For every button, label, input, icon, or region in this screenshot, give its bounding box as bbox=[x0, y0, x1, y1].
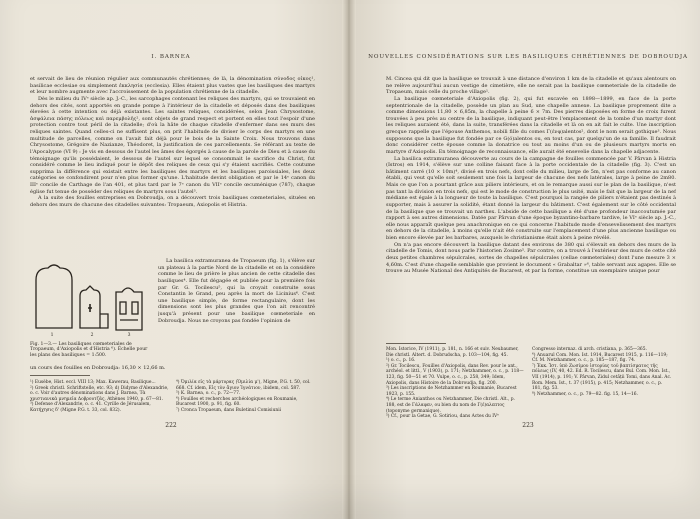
figure-label: 3 bbox=[127, 333, 131, 338]
footnote-rule bbox=[386, 343, 446, 344]
paragraph: La basilica extramuranea découverte au cours de la campagne de fouilles commencée par V. Pârvan à Histria (Istros) en 1914, s'élève sur une colline faisant face à la porte occidentale de la citadelle (fig. 3). C'est un bâtiment carré (10 × 10m)⁴, divisé en trois nefs, dont celle du milieu, large de 5m, n'est pas conforme au canon établi, qui veut qu'elle soit seulement une fois la largeur de chacune des nefs latérales, large à peine de 2m80. Mais ce que l'on a pourtant grâce aux piliers intérieurs, et on le remarque aussi sur le plan de la basilique, n'est pas tant la division en trois nefs, qui est le mode de construction le plus usité, mais le fait que la largeur de la nef médiane est égale à la longueur de toute la basilique. C'est pourquoi la rangée de piliers n'étaient pas destinés à supporter, mais à assurer la solidité, étant donné la largeur du bâtiment. C'est également sur le côté occidental de la basilique que se trouvait un narthex. L'abside de cette basilique a été d'une profondeur inaccoutumée par rapport à ses autres dimensions. Datée par Pârvan d'une époque byzantino-barbare tardive, le VIᵉ siècle ap. J.-C., elle nous apparaît quelque peu anachronique en ce qui concerne l'habitude mode d'ensevelissement des martyrs en dehors de la citadelle, à moins qu'elle n'ait été construite sur l'emplacement d'une plus ancienne basilique ou bien encore élevée par les barbares, auxquels le christianisme était alors à peine révélé. bbox=[386, 155, 676, 241]
figure-label: 2 bbox=[90, 333, 94, 338]
footnote: ²) Gr. Tocilescu, Fouilles d'Axiopolis, dans Rev. pour le ant., archéol. et littl., V (1903), p. 171; Netzhammer, o. c., p. 118—123, fig. 50—51 et 70. Vulpe, o. c., p. 258, 349; Idem, Axiopolis, dans Histoire de la Dobroudja, fig. 200. bbox=[386, 363, 524, 386]
footnote: ⁶) Fouilles et recherches archéologiques en Roumanie, Bucarest 1900, p. 91, fig. 60. bbox=[176, 396, 298, 408]
paragraph: un cours des fouilles en Dobroudja: 16,30 × 12,66 m. bbox=[30, 365, 166, 371]
footnote: ⁴) Ὁμιλία εἰς τὰ μάρτυρας (Ὁμιλία μ'), Migne, P.G. t. 50, col. 668. Cf. idem, Εἰς τὸν ἅγιον Ἰγνάτιον, ibidem, col. 587. bbox=[176, 380, 311, 391]
footnote: ⁸) Netzhammer, o. c., p. 79—82. fig. 15, 14—16. bbox=[532, 391, 638, 397]
figure-label: 1 bbox=[50, 333, 54, 338]
paragraph: M. Cincea qui dit que la basilique se trouvait à une distance d'environ 1 km de la citadelle et qu'aux alentours on ne relève aujourd'hui aucun vestige de cimetière, elle ne serait pas la basilique cœmeteriale de la citadelle de Tropaeum, mais celle du proche village¹. bbox=[386, 76, 676, 96]
footnote: ⁴) Le terme Anianthos ou Netzhammer, Die christl. Alt., p. 188, est de Γάλαφεν, ou bien du nom de Γ(έ)αλεπτος (toponyme germanique). bbox=[386, 397, 515, 414]
left-running-header: I. BARNEA bbox=[151, 54, 191, 60]
paragraph: Dès le milieu du IVᵉ siècle ap. J.-C., les sarcophages contenant les reliques des martyrs, qui se trouvaient en dehors des cités, sont apportés en grande pompe à l'intérieur de la citadelle et déposés dans des basiliques élevées à cette intention ou déjà existantes. Les saintes reliques, considérées, selon Jean Chrysostome, ἀσφάλεια πάσης πόλεως καὶ παρεμβολῆς², sont objets de grand respect et portent en elles tout l'espoir d'une protection contre tout péril de la citadelle; d'où la hâte de chaque citadelle d'enfermer dans ses murs des reliques saintes. Quand celles-ci ne suffisent plus, on prit l'habitude de diviser le corps des martyrs en une multitude de parcelles, comme on l'avait fait déjà pour le bois de la Sainte Croix. Nous trouvons dans Chrysostome, Grégoire de Nazianze, Théodoret, la justification de ces parcellements. Se référant au texte de l'Apocalypse (VI 9) : Je vis en dessous de l'autel les âmes des égorgés à cause de la parole de Dieu et à cause du témoignage qu'ils possédaient, le dessous de l'autel sur lequel se consommait le sacrifice du Christ, fut considéré comme le lieu indiqué pour le dépôt des reliques de ceux qui s'y étaient sacrifiés. Cette coutume supprima la différence qui existait entre les basiliques des martyrs et les basiliques paroissiales, les deux catégories se confondirent pour n'en plus former qu'une. L'habitude devint obligation et par le 14ᵉ canon du IIIᵉ concile de Carthage de l'an 401, et plus tard par le 7ᵉ canon du VIIᵉ concile œcuménique (787), chaque église fut tenue de posséder des reliques de martyrs sous l'autel³. bbox=[30, 95, 315, 195]
plan-axiopolis bbox=[80, 286, 108, 328]
footnote: ¹) Eusèbe, Hist. eccl. VIII 13; Max. Kawerau, Basilique... bbox=[30, 380, 156, 385]
footnote: ⁷) Cronca Tropaeum, dans Buletinul Comisiunii bbox=[176, 407, 282, 413]
footnote: Congresso internaz. di arch. cristiana, p. 365—365. bbox=[532, 347, 647, 352]
right-page-number: 223 bbox=[522, 422, 534, 429]
footnote-rule bbox=[30, 375, 90, 376]
footnote: ⁶) Anuarul Com. Mon. Ist. 1914, Bucarest 1915, p. 116—119; Cf. M. Netzhammer, o. c., p. 185—187, fig. 74. bbox=[532, 352, 668, 364]
paragraph: A la suite des fouilles entreprises en Dobroudja, on a découvert trois basiliques cœmeteriales, situées en dehors des murs de chacune des citadelles suivantes: Tropaeum, Axiopolis et Histria. bbox=[30, 195, 315, 208]
right-footnotes-col-2 bbox=[532, 347, 672, 397]
left-side-text bbox=[158, 258, 315, 364]
footnote: ³) Les inscriptions de Netzhammer en Roumanie, Bucarest 1923, p. 155. bbox=[386, 386, 517, 397]
footnote: ⁵) Κ. Barnea, o. c., p. 72—77. bbox=[176, 391, 241, 397]
paragraph: On n'a pas encore découvert la basilique datant des environs de 380 qui s'élevait en dehors des murs de la citadelle de Tomis, dont nous parle l'historien Zosime⁵. Par contre, on a trouvé à l'extérieur des murs de cette cité deux petites chambres sépulcrales, sortes de chapelles sépulcrales (cellae cœmeteriales) dont l'une mesure 3 × 4,60m. C'est d'une chapelle semblable que provient le document « Grabaltar »⁶, table servant aux agapes. Elle se trouve au Musée National des Antiquités de Bucarest, et par la forme, constitue un exemplaire unique pour bbox=[386, 241, 676, 275]
footnote: ⁵) Cf., pour la Getae, G. Sotiriou, dans Actes du IVᵉ bbox=[386, 414, 499, 420]
left-body-text bbox=[30, 76, 315, 250]
paragraph: La basilique cœmeteriale d'Axiopolis (fig. 2), qui fut excavée en 1898—1899, en face de la porte septentrionale de la citadelle, possède un plan au Sud, une chapelle annexe. La basilique proprement dite a comme dimensions 11,80 × 6,85m, la chapelle à peine 6 × 7m. Des pierres disposées en forme de croix furent trouvées à peu près au centre de la basilique, indiquant peut-être l'emplacement de la tombe d'un martyr dont les reliques auraient été, dans la suite, transférées dans la citadelle et là on en ait fait le culte. Une inscription grecque rappelle que l'épouse Anthemos, nobili fille du comes Γ(ένφ)alentos², dont le nom serait gothique³. Nous supposons que la basilique fut fondée par ce G(ό)alentos ou, en tout cas, par quelqu'un de sa famille. Il faudrait donc considérer cette épouse comme la donatrice ou tout au moins d'un ou de plusieurs martyrs morts en martyre d'Axiopolis. En témoignage de reconnaissance, elle aurait été ensevelie dans la chapelle adjacente. bbox=[386, 95, 676, 155]
footnote: ¹) o. c., p. 16. bbox=[386, 358, 416, 364]
paragraph: La basilica extramuranea de Tropaeum (fig. 1), s'élève sur un plateau à la partie Nord de la citadelle et on la considère comme le lieu de prière le plus ancien de cette citadelle des basiliques⁴. Elle fut dégagée et publiée pour la première fois par Gr. G. Tocilescu⁵, qui la croyait construite sous Constantin le Grand, peu après la mort de Licinius⁶. C'est une basilique simple, de forme rectangulaire, dont les dimensions sont les plus grandes que l'on ait rencontré jusqu'à présent pour une basilique cœmeteriale en Dobroudja. Nous ne croyons pas fondée l'opinion de bbox=[158, 258, 315, 324]
plan-tropaeum bbox=[36, 265, 72, 328]
left-page-number: 222 bbox=[165, 422, 177, 429]
book-gutter bbox=[342, 0, 356, 519]
left-footnotes-col-1 bbox=[30, 380, 170, 414]
right-running-header: NOUVELLES CONSIDÉRATIONS SUR LES BASILIQUES CHRÉTIENNES DE DOBROUDJA bbox=[368, 54, 688, 60]
figure-caption: Fig. 1—3.— Les basiliques cœmeteriales de Tropaeum, d'Axiopolis et d'Histria ⁶). Échelle pour les plans des basiliques = 1:500. bbox=[30, 342, 148, 358]
left-continuation-text bbox=[30, 365, 315, 373]
footnote: Mon. Istorice, IV (1911), p. 181, n. 166 et suiv. Neubaumer, Die christl. Altert. d. Dobrudscha, p. 103—104, fig. 45. bbox=[386, 347, 519, 358]
right-body-text bbox=[386, 76, 676, 340]
footnote: ⁷) Ἐκκ. Ἱστ. ὑπὸ Ζωσίμου ἱστορίας τοῦ βαπτίσματος τῆς πόλεως (IV, 40, 42. Ed. R. Tocilescu, dans Bul. Com. Mon. Ist., VII (1914), p. 191; V. Pârvan, Zidul cetății Tomi, dans Anal. Ac. Rom. Mem. Ist., t. 37 (1915), p. 415; Netzhammer, o. c., p. 181, fig. 53. bbox=[532, 363, 672, 392]
paragraph: et servait de lieu de réunion régulier aux communautés chrétiennes; de là, la dénomination σύνοδος οἶκος¹, basilicae ecclesiae ou simplement ἐκκλησία (ecclesia). Elles étaient plus vastes que les basiliques des martyrs et leur nombre augmente avec l'accroissement de la population chrétienne de la citadelle. bbox=[30, 76, 315, 96]
left-page bbox=[0, 0, 342, 519]
right-footnotes-col-1 bbox=[386, 347, 526, 420]
left-footnotes-col-2 bbox=[176, 380, 316, 414]
basilica-plans-figure bbox=[30, 258, 150, 338]
plan-histria bbox=[116, 288, 142, 330]
right-page bbox=[356, 0, 700, 519]
footnote: ³) Defense d'Alexandrie, o. c. 41. Cyrille de Jérusalem, Κατήχησις δ' (Migne P.G. t. 33, col. 832). bbox=[30, 402, 151, 413]
footnote: ²) Greek christl. Schriftstelle, etc. 93; d) Didyme d'Alexandrie, o. c. Voir d'autres dénominations dans J. Barnea, Τὰ χριστιανικὰ μνημεῖα Δοβρουτζᾶς, Athènes 1940, p. 67—81. bbox=[30, 385, 169, 402]
